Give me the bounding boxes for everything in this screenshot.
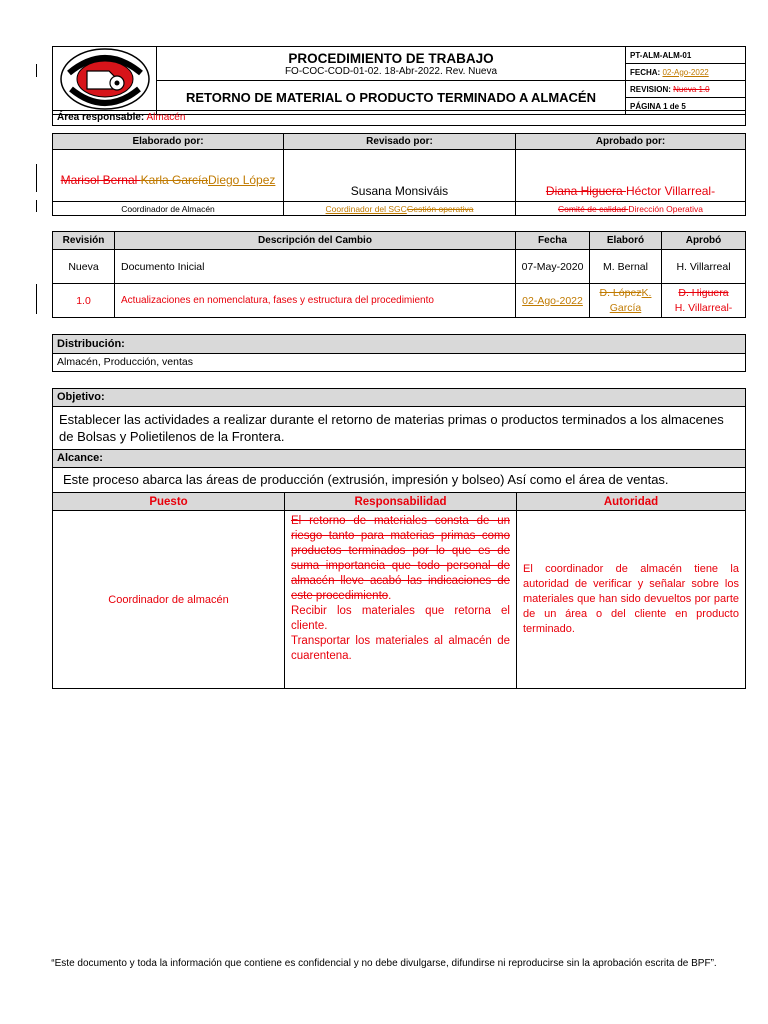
- responsible-area: Área responsable: Almacén: [52, 110, 746, 126]
- document-header: [52, 46, 746, 115]
- form-reference: FO-COC-COD-01-02. 18-Abr-2022. Rev. Nueva: [284, 65, 498, 77]
- elaborado-header: Elaborado por:: [53, 134, 284, 150]
- distribution-title: Distribución:: [53, 335, 745, 354]
- aprobo-col-header: Aprobó: [662, 232, 746, 250]
- logo-emblem-icon: [59, 47, 151, 111]
- change-bar: [36, 200, 37, 212]
- elaborado-role: Coordinador de Almacén: [53, 202, 284, 216]
- date-col-header: Fecha: [516, 232, 590, 250]
- confidentiality-footer: “Este documento y toda la información que contiene es confidencial y no debe divulgarse, difundirse ni reproducirse sin la aprobación escrita de BPF”.: [51, 958, 717, 969]
- revision-field: REVISION: Nueva 1.0: [626, 81, 746, 98]
- responsabilidad-value: El retorno de materiales consta de un riesgo tanto para materias primas como productos terminados por lo que es de suma importancia que todo personal de almacén lleve acabó las indicaciones de este procedimiento. Recibir los materiales que retorna el cliente. Transportar los materiales al almacén de cuarentena.: [285, 511, 517, 689]
- date-value: 02-Ago-2022: [662, 67, 709, 77]
- revision-col-header: Revisión: [53, 232, 115, 250]
- signature-table: [52, 133, 746, 216]
- table-row: Nueva Documento Inicial 07-May-2020 M. Bernal H. Villarreal: [53, 250, 746, 284]
- change-bar: [36, 284, 37, 314]
- objective-title: Objetivo:: [53, 389, 746, 407]
- procedure-title: PROCEDIMIENTO DE TRABAJO: [288, 50, 494, 66]
- document-title: RETORNO DE MATERIAL O PRODUCTO TERMINADO A ALMACÉN: [157, 81, 626, 115]
- scope-title: Alcance:: [53, 450, 746, 468]
- autoridad-value: El coordinador de almacén tiene la autoridad de verificar y señalar sobre los materiales que han sido devueltos por parte de un área o del cliente en producto terminado.: [517, 511, 746, 689]
- objective-scope-table: [52, 388, 746, 689]
- aprobado-signature: Diana Higuera Héctor Villarreal-: [516, 150, 746, 202]
- elaborado-signature: Marisol Bernal Karla GarcíaDiego López: [53, 150, 284, 202]
- distribution-text: Almacén, Producción, ventas: [57, 356, 193, 368]
- page-number: 1: [663, 101, 668, 111]
- revisado-signature: Susana Monsiváis: [284, 150, 516, 202]
- scope-text: Este proceso abarca las áreas de producción (extrusión, impresión y bolseo) Así como el área de ventas.: [53, 468, 746, 493]
- page-total: 5: [681, 101, 686, 111]
- elaboro-col-header: Elaboró: [590, 232, 662, 250]
- distribution-section: [52, 334, 746, 372]
- revisado-role: Coordinador del SGCGestión operativa: [284, 202, 516, 216]
- aprobado-header: Aprobado por:: [516, 134, 746, 150]
- puesto-header: Puesto: [53, 493, 285, 511]
- description-col-header: Descripción del Cambio: [115, 232, 516, 250]
- revisado-header: Revisado por:: [284, 134, 516, 150]
- document-code: PT-ALM-ALM-01: [626, 47, 746, 64]
- company-logo: [53, 47, 157, 115]
- aprobado-role: Comité de calidad Dirección Operativa: [516, 202, 746, 216]
- change-bar: [36, 64, 37, 77]
- responsabilidad-header: Responsabilidad: [285, 493, 517, 511]
- puesto-value: Coordinador de almacén: [53, 511, 285, 689]
- revision-history-table: [52, 231, 746, 318]
- revision-value: Nueva 1.0: [673, 84, 710, 94]
- date-field: FECHA: 02-Ago-2022: [626, 64, 746, 81]
- objective-text: Establecer las actividades a realizar durante el retorno de materias primas o productos terminados a los almacenes de Bolsas y Polietilenos de la Frontera.: [53, 407, 746, 450]
- title-cell: [157, 47, 626, 81]
- responsible-area-value: Almacén: [146, 112, 186, 123]
- autoridad-header: Autoridad: [517, 493, 746, 511]
- table-row: 1.0 Actualizaciones en nomenclatura, fases y estructura del procedimiento 02-Ago-2022 D. LópezK. García D. Higuera H. Villarreal-: [53, 284, 746, 318]
- change-bar: [36, 164, 37, 192]
- page-field: PÁGINA 1 de 5: [626, 98, 746, 115]
